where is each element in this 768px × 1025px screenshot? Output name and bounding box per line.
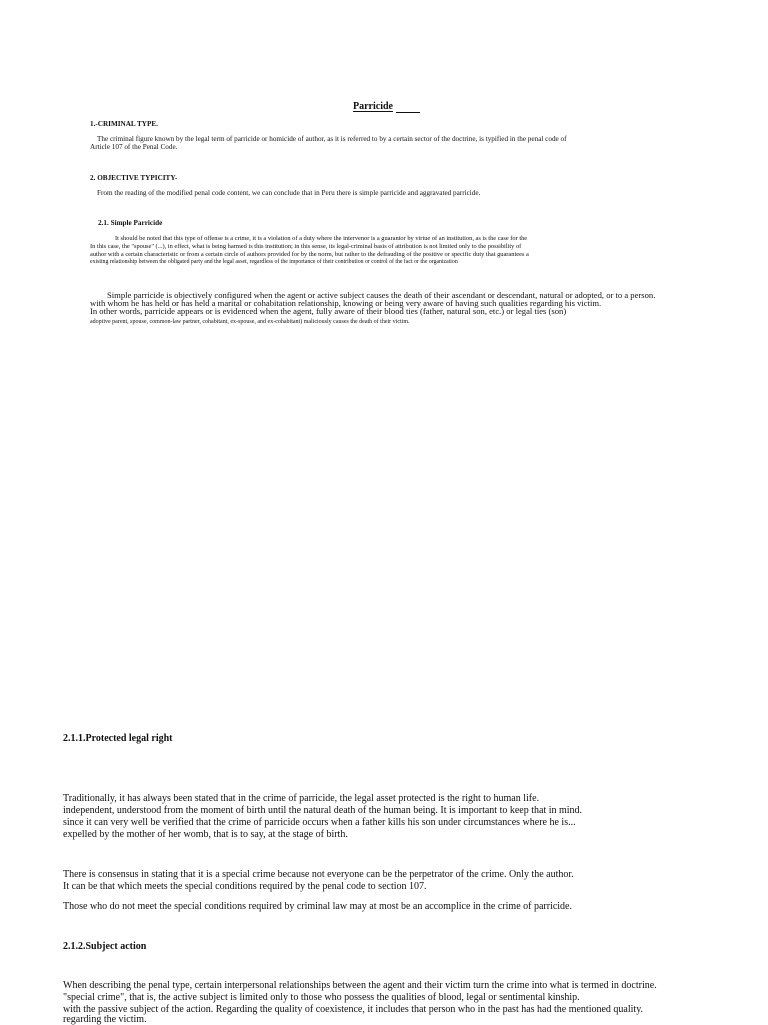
accomplice-paragraph: Those who do not meet the special conditions required by criminal law may at most be an accomplice in the crime of parricide.	[63, 901, 572, 912]
definition-paragraph-line: Simple parricide is objectively configured when the agent or active subject causes the death of their ascendant or descendant, natural or adopted, or to a person.	[107, 290, 656, 300]
criminal-type-text-line: Article 107 of the Penal Code.	[90, 143, 178, 151]
document-title: Parricide	[353, 101, 393, 112]
subject-action-paragraph-line: When describing the penal type, certain interpersonal relationships between the agent and their victim turn the crime into what is termed in doctrine.	[63, 980, 657, 991]
section-heading-criminal-type: 1.-CRIMINAL TYPE.	[90, 120, 158, 128]
definition-paragraph-line: In other words, parricide appears or is evidenced when the agent, fully aware of their blood ties (father, natural son, etc.) or legal ties (son)	[90, 306, 567, 316]
objective-typicity-text-line: From the reading of the modified penal code content, we can conclude that in Peru there is simple parricide and aggravated parricide.	[97, 189, 481, 197]
protected-legal-right-paragraph-line: Traditionally, it has always been stated that in the crime of parricide, the legal asset protected is the right to human life.	[63, 793, 540, 804]
subject-action-paragraph-line: regarding the victim.	[63, 1014, 147, 1025]
subject-action-paragraph-line: with the passive subject of the action. Regarding the quality of coexistence, it includes that person who in the past has had the mentioned quality.	[63, 1004, 644, 1015]
protected-legal-right-paragraph-line: independent, understood from the moment of birth until the natural death of the human being. It is important to keep that in mind.	[63, 805, 583, 816]
title-underline-rule	[396, 112, 420, 113]
section-heading-protected-legal-right: 2.1.1.Protected legal right	[63, 733, 173, 744]
special-crime-paragraph-line: It can be that which meets the special conditions required by the penal code to section 107.	[63, 881, 427, 892]
section-heading-simple-parricide: 2.1. Simple Parricide	[98, 219, 163, 227]
simple-parricide-text-line: existing relationship between the obligated party and the legal asset, regardless of the importance of their contribution or control of the fact or the organization	[90, 259, 458, 265]
protected-legal-right-paragraph-line: expelled by the mother of her womb, that is to say, at the stage of birth.	[63, 829, 348, 840]
simple-parricide-text-line: author with a certain characteristic or from a certain circle of authors provided for by the norm, but rather to the defrauding of the positive or specific duty that guarantees a	[90, 251, 529, 258]
special-crime-paragraph-line: There is consensus in stating that it is a special crime because not everyone can be the perpetrator of the crime. Only the author.	[63, 869, 574, 880]
subject-action-paragraph-line: "special crime", that is, the active subject is limited only to those who possess the qualities of blood, legal or sentimental kinship.	[63, 992, 580, 1003]
criminal-type-text-line: The criminal figure known by the legal term of parricide or homicide of author, as it is referred to by a certain sector of the doctrine, is typified in the penal code of	[97, 135, 567, 143]
simple-parricide-text-line: In this case, the "spouse" (...), in effect, what is being harmed is this institution; in this sense, its legal-criminal basis of attribution is not limited only to the possibility of	[90, 243, 522, 250]
definition-paragraph-line: with whom he has held or has held a marital or cohabitation relationship, knowing or being very aware of having such qualities regarding his victim.	[90, 298, 602, 308]
definition-paragraph-small-line: adoptive parent, spouse, common-law partner, cohabitant, ex-spouse, and ex-cohabitant) maliciously causes the death of their victim.	[90, 319, 410, 325]
section-heading-objective-typicity: 2. OBJECTIVE TYPICITY-	[90, 174, 178, 182]
protected-legal-right-paragraph-line: since it can very well be verified that the crime of parricide occurs when a father kills his son under circumstances where he is...	[63, 817, 576, 828]
section-heading-subject-action: 2.1.2.Subject action	[63, 941, 147, 952]
simple-parricide-text-line: It should be noted that this type of offense is a crime, it is a violation of a duty where the intervenor is a guarantor by virtue of an institution, as is the case for the	[115, 235, 528, 242]
